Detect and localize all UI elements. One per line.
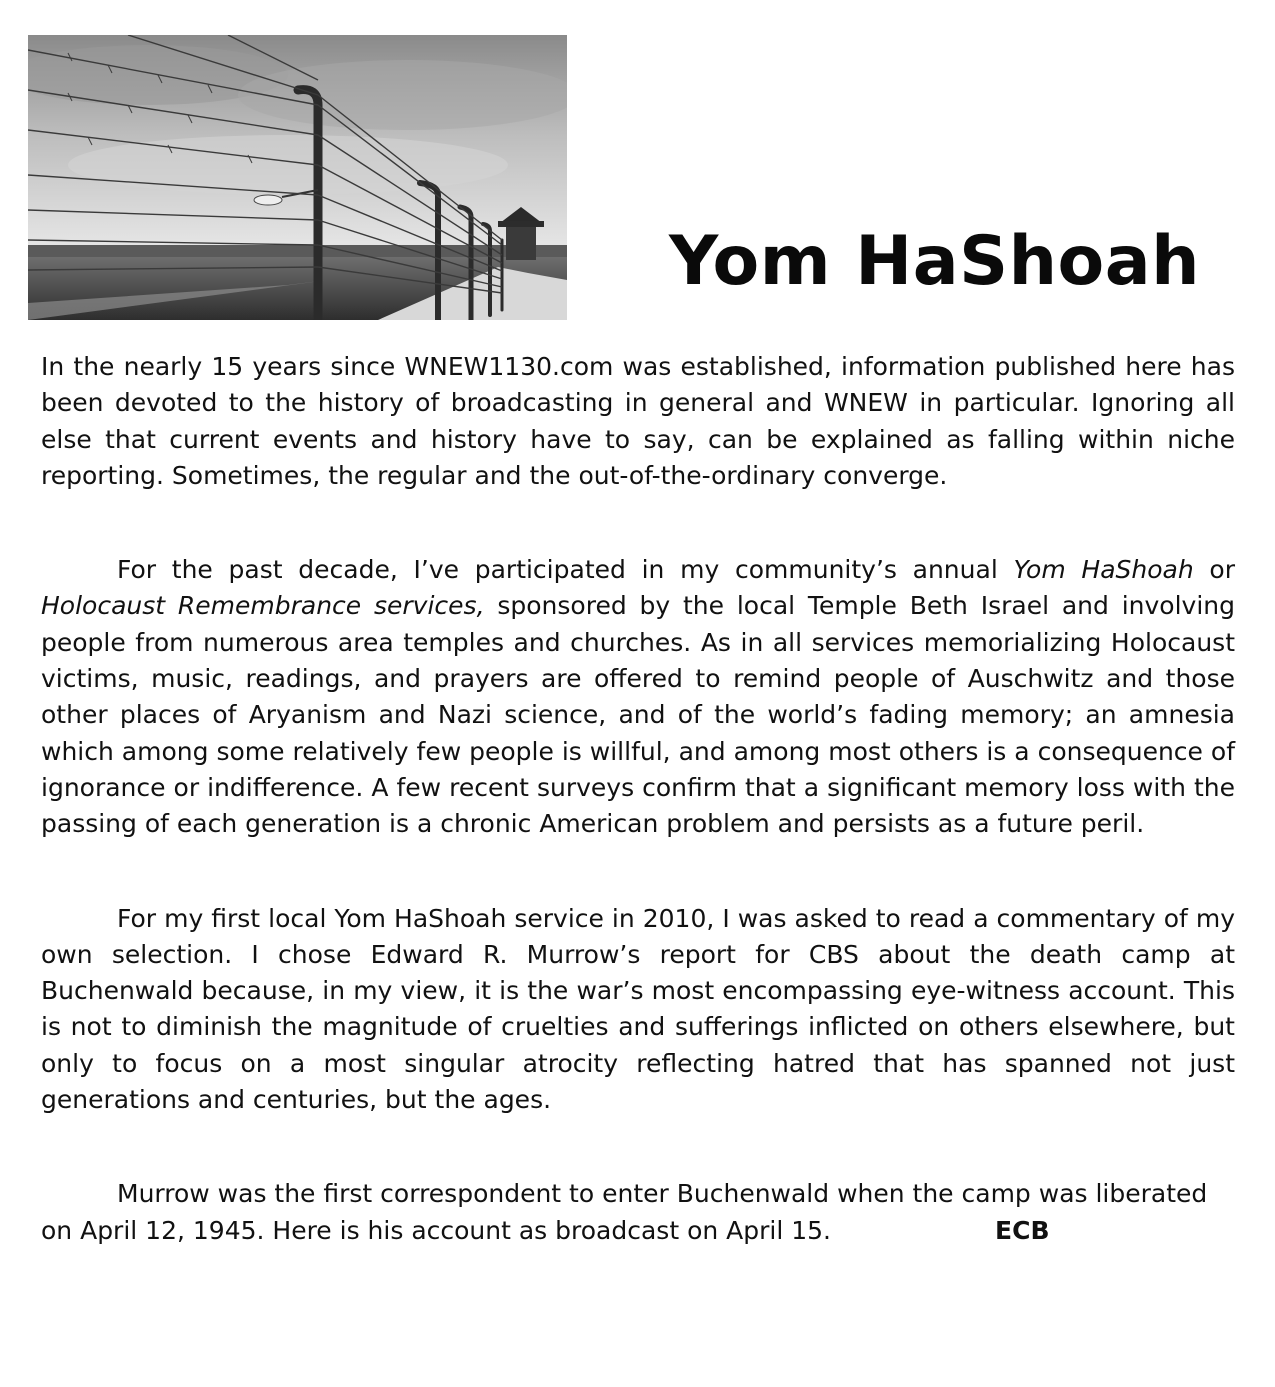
- holocaust-remembrance-italic: Holocaust Remembrance services,: [41, 591, 485, 621]
- paragraph-intro: In the nearly 15 years since WNEW1130.com was established, information published here has been devoted to the history of broadcasting in general and WNEW in particular. Ignoring all else that current events and history have to say, can be explained as falling within niche reporting. Sometimes, the regular and the out-of-the-ordinary converge.: [41, 352, 1235, 490]
- article-body: [41, 349, 1235, 1249]
- remembrance-connector-text: or: [1193, 555, 1235, 585]
- page-title: Yom HaShoah: [669, 222, 1200, 301]
- paragraph-murrow: [41, 1176, 1235, 1249]
- paragraph-remembrance: [41, 552, 1235, 842]
- paragraph-first-service: For my first local Yom HaShoah service in 2010, I was asked to read a commentary of my own selection. I chose Edward R. Murrow’s report for CBS about the death camp at Buchenwald because, in my view, it is the war’s most encompassing eye-witness account. This is not to diminish the magnitude of cruelties and sufferings inflicted on others elsewhere, but only to focus on a most singular atrocity reflecting hatred that has spanned not just generations and centuries, but the ages.: [41, 903, 1235, 1115]
- author-initials: ECB: [995, 1215, 1050, 1245]
- remembrance-rest-text: sponsored by the local Temple Beth Israel and involving people from numerous area temples and churches. As in all services memorializing Holocaust victims, music, readings, and prayers are offered to remind people of Auschwitz and those other places of Aryanism and Nazi science, and of the world’s fading memory; an amnesia which among some relatively few people is willful, and among most others is a consequence of ignorance or indifference. A few recent surveys confirm that a significant memory loss with the passing of each generation is a chronic American problem and persists as a future peril.: [41, 591, 1235, 839]
- yom-hashoah-italic: Yom HaShoah: [1013, 555, 1194, 585]
- murrow-text: Murrow was the first correspondent to enter Buchenwald when the camp was liberated on April 12, 1945. Here is his account as broadcast on April 15.: [41, 1179, 1208, 1245]
- barbed-wire-fence-photo: [28, 35, 567, 320]
- camp-fence-illustration: [28, 35, 567, 320]
- remembrance-lead-text: For the past decade, I’ve participated in my community’s annual: [117, 555, 1014, 585]
